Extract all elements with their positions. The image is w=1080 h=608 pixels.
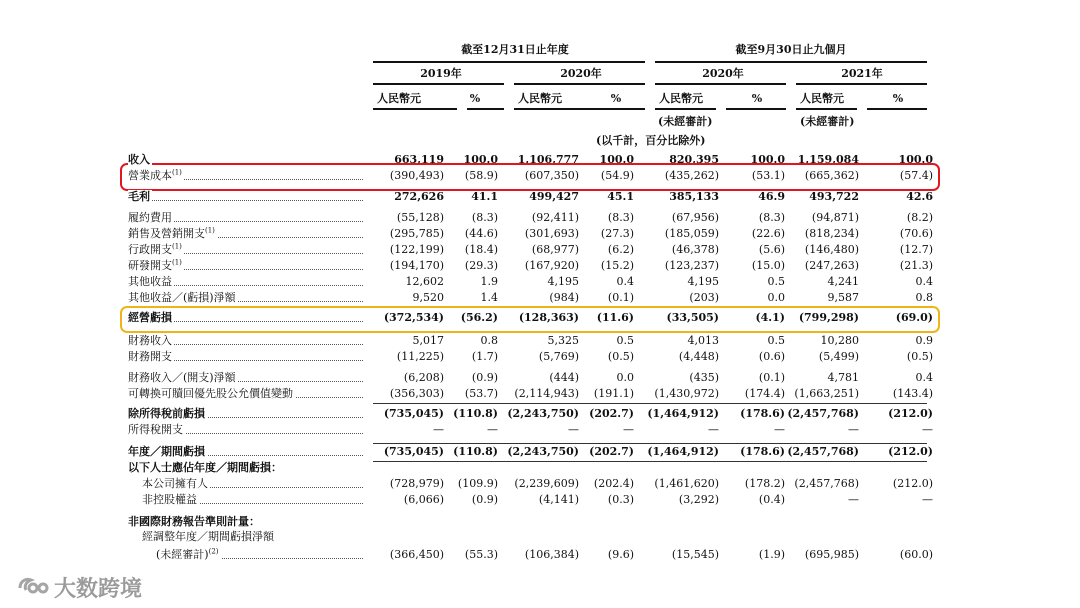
cell-value: (1,464,912) [647, 445, 719, 458]
group-rule [373, 61, 645, 63]
row-label [128, 461, 363, 475]
cell-value: 663,119 [394, 153, 444, 166]
year-rule [796, 83, 927, 85]
watermark-text: 大数跨境 [54, 577, 143, 602]
cell-value: (110.8) [453, 445, 498, 458]
cell-value: (8.3) [607, 211, 634, 224]
cell-value: (4,448) [678, 350, 719, 363]
cell-value: 0.4 [915, 371, 933, 384]
cell-value: (185,059) [664, 227, 719, 240]
cell-value: 4,781 [827, 371, 859, 384]
cell-value: 0.8 [915, 291, 933, 304]
row-label-text: 經調整年度／期間虧損淨額 [142, 530, 274, 543]
cell-value: — [922, 423, 933, 436]
cell-value: (2,243,750) [507, 407, 579, 420]
cell-value: (0.1) [607, 291, 634, 304]
cell-value: 12,602 [405, 275, 444, 288]
row-label [128, 259, 363, 273]
cell-value: (444) [549, 371, 579, 384]
cell-value: (55,128) [396, 211, 444, 224]
row-label [128, 211, 363, 225]
row-label [128, 190, 363, 204]
cell-value: (0.9) [471, 371, 498, 384]
watermark-logo [16, 572, 142, 603]
cell-value: 9,520 [412, 291, 444, 304]
cell-value: — [433, 423, 444, 436]
cell-value: 45.1 [607, 190, 634, 203]
cell-value: (2,243,750) [507, 445, 579, 458]
cell-value: (27.3) [600, 227, 634, 240]
footnote-marker: (1) [172, 259, 182, 267]
cell-value: (29.3) [464, 259, 498, 272]
cell-value: (128,363) [518, 311, 579, 324]
cell-value: 0.8 [480, 334, 498, 347]
cell-value: (202.7) [589, 445, 634, 458]
column-rule [796, 108, 857, 110]
row-label [128, 350, 363, 364]
cell-value: 100.0 [463, 153, 498, 166]
cell-value: (435) [689, 371, 719, 384]
cell-value: 4,195 [687, 275, 719, 288]
row-label [128, 334, 363, 348]
cell-value: (94,871) [811, 211, 859, 224]
cell-value: (122,199) [389, 243, 444, 256]
percent-header: % [469, 92, 481, 105]
column-rule [467, 108, 504, 110]
row-label-text: 銷售及營銷開支$^{(1)}$ [128, 227, 215, 240]
column-rule [514, 108, 598, 110]
cell-value: 100.0 [599, 153, 634, 166]
cell-value: (67,956) [671, 211, 719, 224]
cell-value: 499,427 [529, 190, 579, 203]
cell-value: (11,225) [396, 350, 444, 363]
cell-value: (4,141) [538, 493, 579, 506]
cell-value: (1.9) [758, 548, 785, 561]
cell-value: (247,263) [804, 259, 859, 272]
row-label [128, 291, 363, 305]
cell-value: (18.4) [464, 243, 498, 256]
cell-value: (54.9) [600, 169, 634, 182]
cell-value: 385,133 [669, 190, 719, 203]
cell-value: (109.9) [457, 477, 498, 490]
cell-value: (146,480) [804, 243, 859, 256]
cell-value: 41.1 [471, 190, 498, 203]
cell-value: 1.9 [480, 275, 498, 288]
group-header-annual: 截至12月31日止年度 [461, 43, 569, 56]
column-rule [655, 108, 716, 110]
cell-value: (191.1) [593, 387, 634, 400]
row-label [128, 445, 363, 459]
cell-value: (57.4) [899, 169, 933, 182]
row-label-text: 年度／期間虧損 [128, 445, 205, 458]
cell-value: (92,411) [531, 211, 579, 224]
cell-value: (1,464,912) [647, 407, 719, 420]
subtotal-rule [373, 403, 927, 404]
cell-value: (123,237) [664, 259, 719, 272]
row-label [128, 423, 363, 437]
row-label-text: 本公司擁有人 [142, 477, 208, 490]
currency-header: 人民幣元 [377, 92, 421, 105]
cell-value: (174.4) [744, 387, 785, 400]
cell-value: (8.2) [906, 211, 933, 224]
cell-value: (2,239,609) [514, 477, 579, 490]
cell-value: (735,045) [383, 445, 444, 458]
row-label-text: 財務收入 [128, 334, 172, 347]
year-rule [514, 83, 645, 85]
cell-value: (0.5) [607, 350, 634, 363]
group-header-nine-months: 截至9月30日止九個月 [735, 43, 847, 56]
cell-value: (0.6) [758, 350, 785, 363]
cell-value: 820,395 [669, 153, 719, 166]
cell-value: 0.5 [767, 275, 785, 288]
cell-value: 0.5 [767, 334, 785, 347]
cell-value: (8.3) [758, 211, 785, 224]
cell-value: (3,292) [678, 493, 719, 506]
cell-value: (1,430,972) [654, 387, 719, 400]
cell-value: (22.6) [751, 227, 785, 240]
cell-value: 0.5 [616, 334, 634, 347]
unaudited-note: (未經審計) [800, 115, 855, 128]
currency-header: 人民幣元 [800, 92, 844, 105]
cell-value: (2,457,768) [787, 407, 859, 420]
year-rule [655, 83, 786, 85]
row-label [128, 371, 363, 385]
year-header: 2020年 [560, 67, 602, 80]
cell-value: (301,693) [524, 227, 579, 240]
percent-header: % [892, 92, 904, 105]
cell-value: — [623, 423, 634, 436]
row-label-text: 研發開支$^{(1)}$ [128, 259, 182, 272]
cell-value: (372,534) [383, 311, 444, 324]
cell-value: (0.9) [471, 493, 498, 506]
row-label-text: 經營虧損 [128, 311, 172, 324]
highlight-cost-of-revenue [120, 163, 940, 191]
cell-value: (607,350) [524, 169, 579, 182]
footnote-marker: (2) [208, 548, 219, 556]
cell-value: (695,985) [804, 548, 859, 561]
cell-value: (366,450) [389, 548, 444, 561]
cell-value: 272,626 [394, 190, 444, 203]
cell-value: (106,384) [524, 548, 579, 561]
footnote-marker: (1) [172, 169, 182, 177]
cell-value: (33,505) [666, 311, 719, 324]
cell-value: (8.3) [471, 211, 498, 224]
cell-value: (9.6) [607, 548, 634, 561]
cell-value: (69.0) [895, 311, 933, 324]
row-label-text: 所得稅開支 [128, 423, 183, 436]
logo-icon [16, 576, 50, 600]
cell-value: 4,195 [547, 275, 579, 288]
cell-value: 5,017 [412, 334, 444, 347]
row-label [128, 227, 363, 241]
row-label-text: 可轉換可贖回優先股公允價值變動 [128, 387, 293, 400]
cell-value: (15.2) [600, 259, 634, 272]
footnote-marker: (1) [172, 243, 182, 251]
row-label [142, 493, 363, 507]
cell-value: (11.6) [596, 311, 634, 324]
cell-value: 9,587 [827, 291, 859, 304]
percent-header: % [610, 92, 622, 105]
column-rule [867, 108, 927, 110]
row-label-text: 毛利 [128, 190, 150, 203]
row-label-text: 非國際財務報告準則計量： [128, 515, 260, 528]
cell-value: (60.0) [899, 548, 933, 561]
cell-value: (2,457,768) [787, 445, 859, 458]
row-label-text: 營業成本$^{(1)}$ [128, 169, 182, 182]
cell-value: (435,262) [664, 169, 719, 182]
row-label [142, 477, 363, 491]
cell-value: (0.5) [906, 350, 933, 363]
row-label [156, 548, 363, 562]
cell-value: (70.6) [899, 227, 933, 240]
row-label-text: 履約費用 [128, 211, 172, 224]
cell-value: (15.0) [751, 259, 785, 272]
cell-value: (46,378) [671, 243, 719, 256]
cell-value: 100.0 [898, 153, 933, 166]
cell-value: (178.6) [740, 407, 785, 420]
row-label-text: 以下人士應佔年度／期間虧損： [128, 461, 282, 474]
row-label-text: 除所得稅前虧損 [128, 407, 205, 420]
row-label-text: 行政開支$^{(1)}$ [128, 243, 182, 256]
cell-value: (6,208) [403, 371, 444, 384]
cell-value: — [848, 493, 859, 506]
percent-header: % [751, 92, 763, 105]
cell-value: — [848, 423, 859, 436]
cell-value: (58.9) [464, 169, 498, 182]
row-label [128, 387, 363, 401]
cell-value: (203) [689, 291, 719, 304]
cell-value: 4,241 [827, 275, 859, 288]
highlight-operating-loss [120, 306, 940, 333]
cell-value: (4.1) [755, 311, 785, 324]
column-rule [588, 108, 645, 110]
cell-value: (212.0) [892, 477, 933, 490]
cell-value: 10,280 [820, 334, 859, 347]
cell-value: (167,920) [524, 259, 579, 272]
cell-value: — [708, 423, 719, 436]
cell-value: 1.4 [480, 291, 498, 304]
cell-value: (1,461,620) [654, 477, 719, 490]
row-label-text: 其他收益／(虧損)淨額 [128, 291, 236, 304]
cell-value: (55.3) [464, 548, 498, 561]
row-label [128, 407, 363, 421]
cell-value: (53.1) [751, 169, 785, 182]
cell-value: (5,769) [538, 350, 579, 363]
cell-value: 1,159,084 [797, 153, 859, 166]
cell-value: 5,325 [547, 334, 579, 347]
cell-value: (0.4) [758, 493, 785, 506]
cell-value: (0.3) [607, 493, 634, 506]
total-rule [373, 461, 927, 462]
currency-header: 人民幣元 [518, 92, 562, 105]
year-header: 2020年 [702, 67, 744, 80]
footnote-marker: (1) [205, 227, 215, 235]
group-rule [655, 61, 927, 63]
cell-value: (735,045) [383, 407, 444, 420]
cell-value: (5.6) [758, 243, 785, 256]
cell-value: 0.9 [915, 334, 933, 347]
cell-value: 0.0 [616, 371, 634, 384]
cell-value: (56.2) [460, 311, 498, 324]
cell-value: 493,722 [809, 190, 859, 203]
cell-value: 100.0 [750, 153, 785, 166]
currency-header: 人民幣元 [659, 92, 703, 105]
cell-value: (1.7) [471, 350, 498, 363]
cell-value: 46.9 [758, 190, 785, 203]
cell-value: — [568, 423, 579, 436]
cell-value: (212.0) [888, 445, 933, 458]
cell-value: (143.4) [892, 387, 933, 400]
cell-value: (6.2) [607, 243, 634, 256]
row-label-text: 收入 [128, 153, 150, 166]
cell-value: (0.1) [758, 371, 785, 384]
row-label-text: 財務收入／(開支)淨額 [128, 371, 236, 384]
cell-value: — [487, 423, 498, 436]
cell-value: (2,457,768) [794, 477, 859, 490]
cell-value: (202.7) [589, 407, 634, 420]
row-label-text: 非控股權益 [142, 493, 197, 506]
cell-value: (295,785) [389, 227, 444, 240]
cell-value: (6,066) [403, 493, 444, 506]
row-label-text: 其他收益 [128, 275, 172, 288]
cell-value: 1,106,777 [517, 153, 579, 166]
cell-value: (194,170) [389, 259, 444, 272]
cell-value: (5,499) [818, 350, 859, 363]
subtotal-rule [373, 443, 927, 444]
cell-value: (212.0) [888, 407, 933, 420]
column-rule [373, 108, 457, 110]
row-label [128, 275, 363, 289]
cell-value: (799,298) [798, 311, 859, 324]
year-header: 2019年 [420, 67, 462, 80]
cell-value: (202.4) [593, 477, 634, 490]
cell-value: (665,362) [804, 169, 859, 182]
cell-value: (178.6) [740, 445, 785, 458]
cell-value: (818,234) [804, 227, 859, 240]
cell-value: (390,493) [389, 169, 444, 182]
cell-value: 0.0 [767, 291, 785, 304]
cell-value: — [922, 493, 933, 506]
cell-value: 42.6 [906, 190, 933, 203]
row-label-text: (未經審計)$^{(2)}$ [156, 548, 219, 561]
cell-value: (356,303) [389, 387, 444, 400]
cell-value: (12.7) [899, 243, 933, 256]
cell-value: (21.3) [899, 259, 933, 272]
cell-value: 0.4 [616, 275, 634, 288]
column-rule [726, 108, 786, 110]
year-rule [373, 83, 504, 85]
row-label-text: 財務開支 [128, 350, 172, 363]
cell-value: (53.7) [464, 387, 498, 400]
cell-value: (68,977) [531, 243, 579, 256]
year-header: 2021年 [841, 67, 883, 80]
leader-dots [128, 200, 363, 201]
cell-value: 4,013 [687, 334, 719, 347]
cell-value: (15,545) [671, 548, 719, 561]
cell-value: (728,979) [389, 477, 444, 490]
cell-value: (110.8) [453, 407, 498, 420]
cell-value: (2,114,943) [514, 387, 579, 400]
cell-value: 0.4 [915, 275, 933, 288]
unaudited-note: (未經審計) [658, 115, 713, 128]
unit-note: (以千計，百分比除外) [596, 134, 706, 147]
row-label [142, 530, 363, 544]
row-label [128, 515, 363, 529]
cell-value: (1,663,251) [794, 387, 859, 400]
cell-value: — [774, 423, 785, 436]
cell-value: (984) [549, 291, 579, 304]
row-label [128, 243, 363, 257]
cell-value: (178.2) [744, 477, 785, 490]
cell-value: (44.6) [464, 227, 498, 240]
